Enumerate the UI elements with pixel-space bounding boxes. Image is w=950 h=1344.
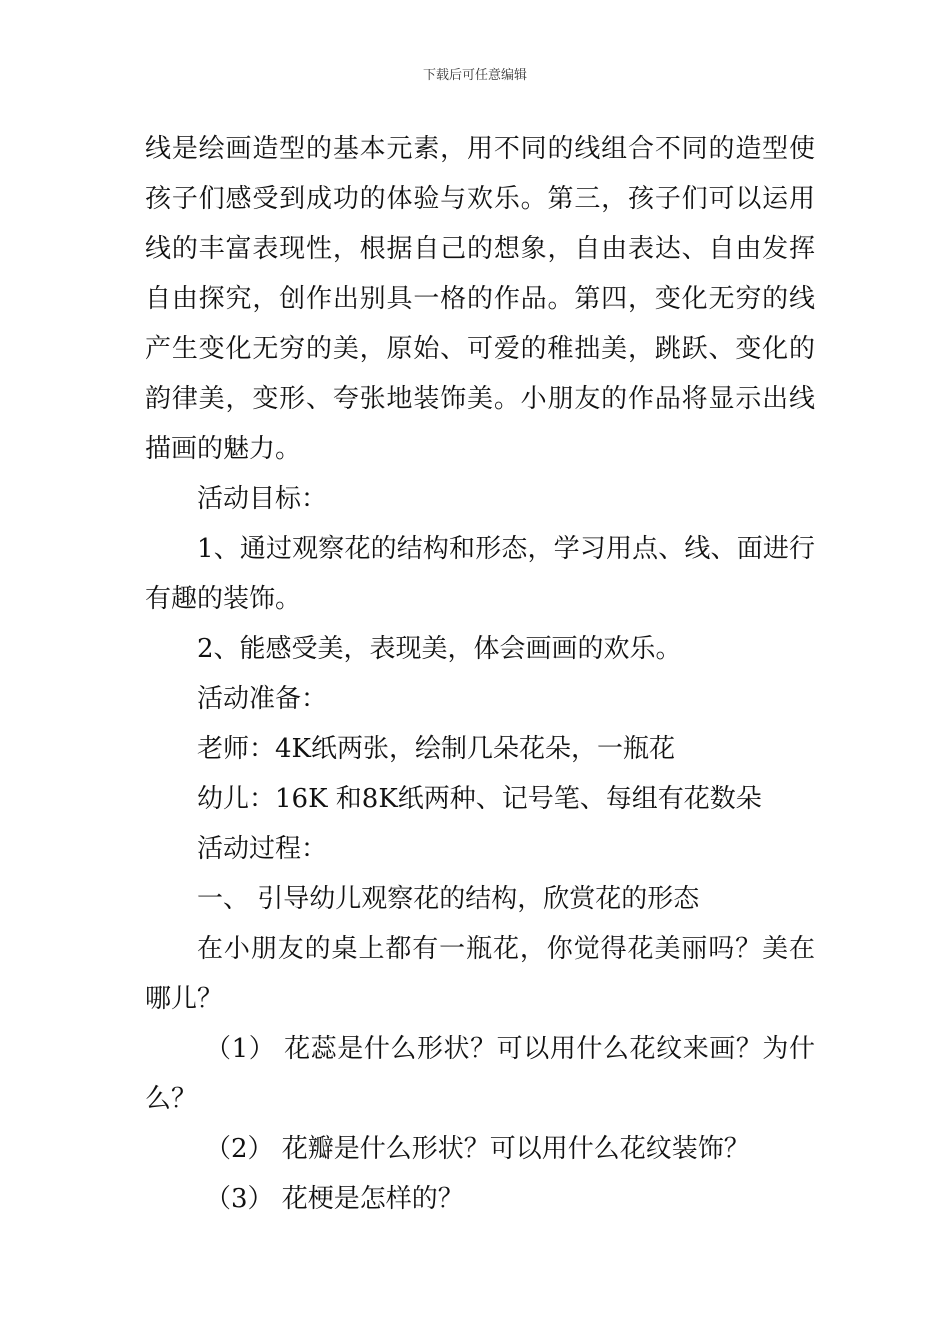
question-1-cont: 么？ — [145, 1084, 198, 1114]
section-heading-activity-goals: 活动目标： — [197, 484, 328, 514]
section-heading-activity-prep: 活动准备： — [197, 684, 328, 714]
paragraph-line: 在小朋友的桌上都有一瓶花，你觉得花美丽吗？美在 — [197, 934, 815, 964]
document-body — [145, 124, 815, 1224]
paragraph-line: 线的丰富表现性，根据自己的想象，自由表达、自由发挥 — [145, 234, 815, 264]
paragraph-line: 孩子们感受到成功的体验与欢乐。第三，孩子们可以运用 — [145, 184, 815, 214]
paragraph-line: 哪儿？ — [145, 984, 224, 1014]
prep-children: 幼儿：16K 和8K纸两种、记号笔、每组有花数朵 — [197, 784, 762, 814]
paragraph-line: 自由探究，创作出别具一格的作品。第四，变化无穷的线 — [145, 284, 815, 314]
paragraph-line: 描画的魅力。 — [145, 434, 302, 464]
prep-teacher: 老师：4K纸两张，绘制几朵花朵，一瓶花 — [197, 734, 675, 764]
paragraph-line: 韵律美，变形、夸张地装饰美。小朋友的作品将显示出线 — [145, 384, 815, 414]
goal-item-1: 1、通过观察花的结构和形态，学习用点、线、面进行 — [197, 534, 815, 564]
section-heading-activity-process: 活动过程： — [197, 834, 328, 864]
page-header: 下载后可任意编辑 — [422, 68, 527, 83]
question-3: （3） 花梗是怎样的？ — [205, 1184, 464, 1214]
question-1: （1） 花蕊是什么形状？可以用什么花纹来画？为什 — [205, 1034, 815, 1064]
process-step-1: 一、 引导幼儿观察花的结构，欣赏花的形态 — [197, 884, 700, 914]
goal-item-2: 2、能感受美，表现美，体会画画的欢乐。 — [197, 634, 682, 664]
goal-item-1-cont: 有趣的装饰。 — [145, 584, 302, 614]
paragraph-line: 产生变化无穷的美，原始、可爱的稚拙美，跳跃、变化的 — [145, 334, 815, 364]
paragraph-line: 线是绘画造型的基本元素，用不同的线组合不同的造型使 — [145, 134, 815, 164]
question-2: （2） 花瓣是什么形状？可以用什么花纹装饰？ — [205, 1134, 750, 1164]
